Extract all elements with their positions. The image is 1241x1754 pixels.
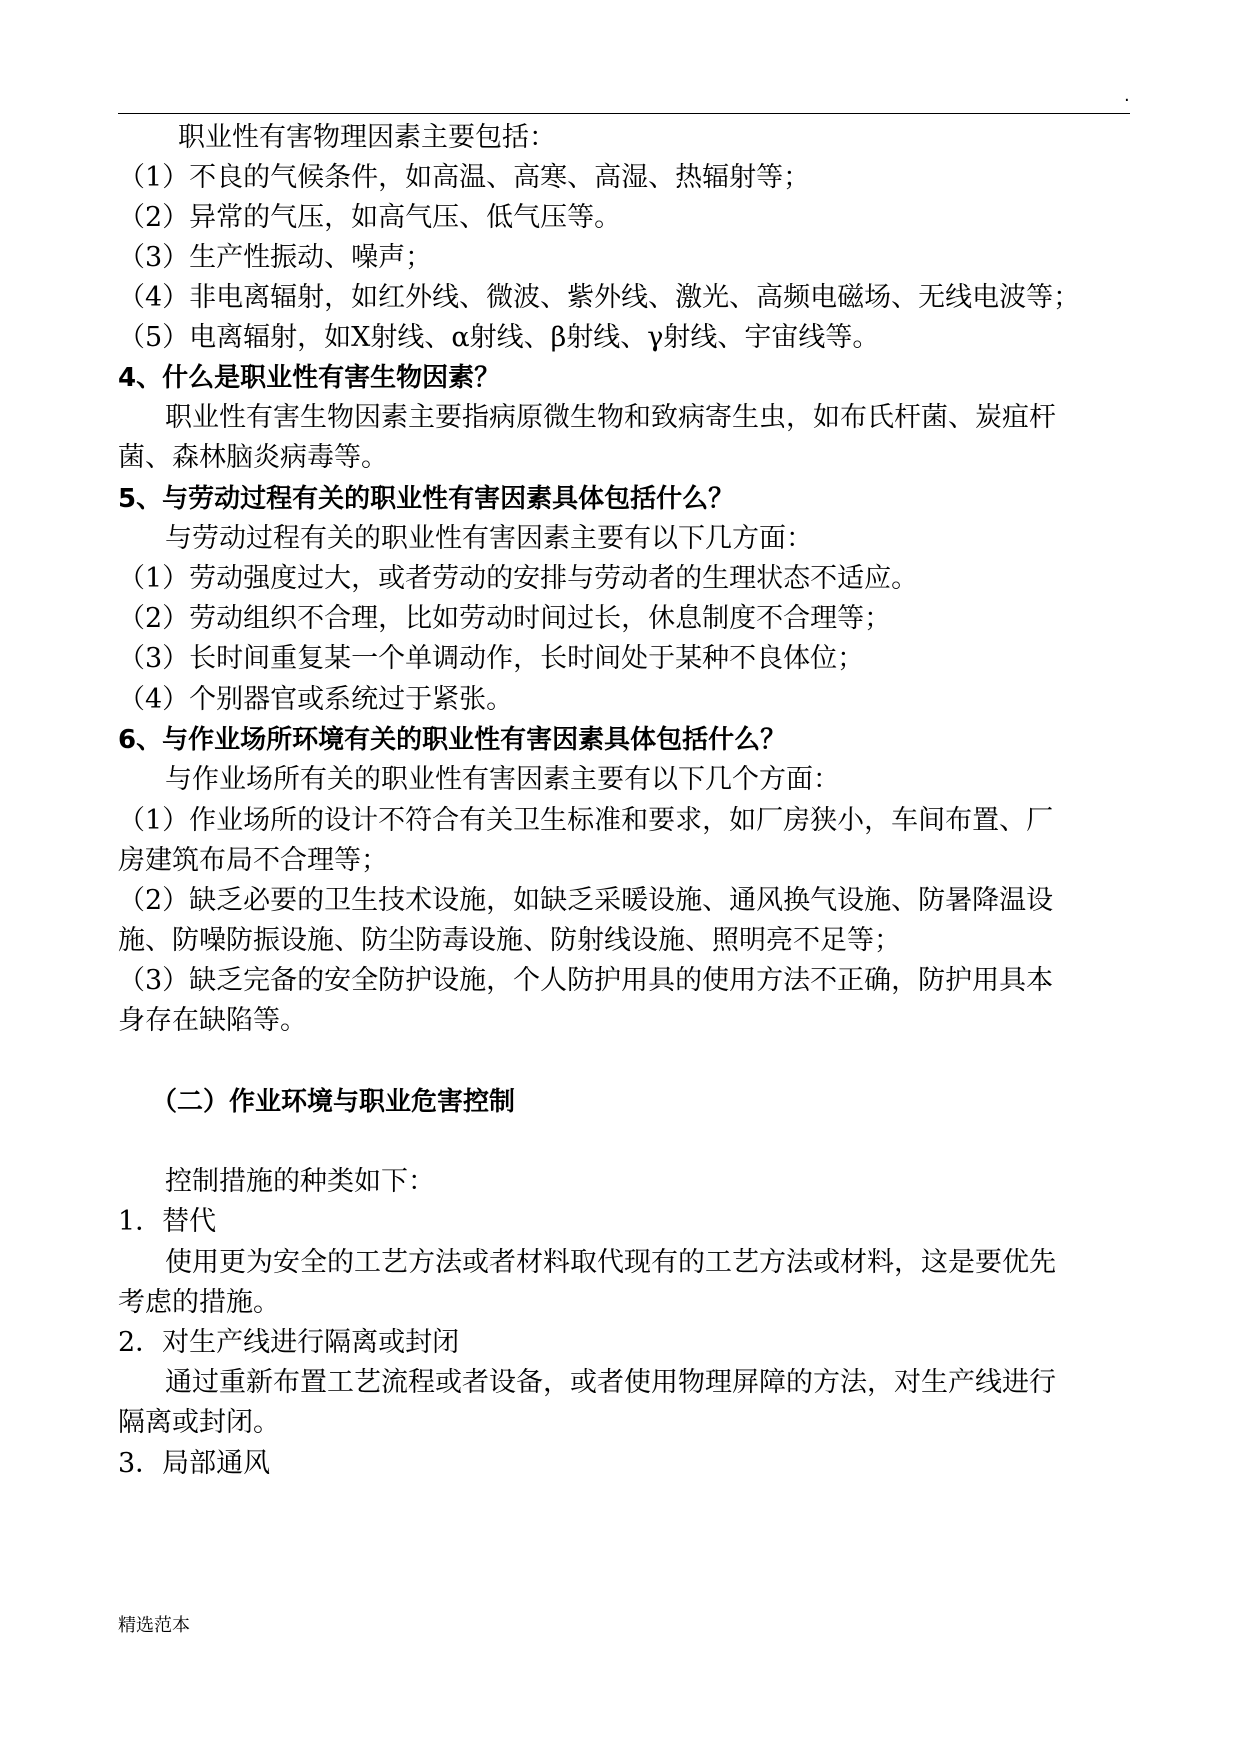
subheading: 2．对生产线进行隔离或封闭 — [118, 1327, 460, 1358]
paragraph-line: 与作业场所有关的职业性有害因素主要有以下几个方面： — [165, 764, 840, 795]
subheading: 1．替代 — [118, 1206, 217, 1237]
paragraph-intro-physical: 职业性有害物理因素主要包括： — [178, 122, 556, 153]
paragraph-line: 职业性有害生物因素主要指病原微生物和致病寄生虫，如布氏杆菌、炭疽杆 — [165, 402, 1056, 433]
section-heading: （二）作业环境与职业危害控制 — [151, 1087, 516, 1117]
question-heading-5: 5、与劳动过程有关的职业性有害因素具体包括什么？ — [118, 484, 735, 514]
list-item: （2）异常的气压，如高气压、低气压等。 — [118, 202, 622, 233]
question-heading-6: 6、与作业场所环境有关的职业性有害因素具体包括什么？ — [118, 725, 787, 755]
paragraph-line: 使用更为安全的工艺方法或者材料取代现有的工艺方法或材料，这是要优先 — [165, 1247, 1056, 1278]
subheading: 3．局部通风 — [118, 1448, 271, 1479]
list-item: （2）缺乏必要的卫生技术设施，如缺乏采暖设施、通风换气设施、防暑降温设 — [118, 885, 1054, 916]
paragraph-line: 菌、森林脑炎病毒等。 — [118, 442, 388, 473]
paragraph-line: 隔离或封闭。 — [118, 1407, 280, 1438]
header-mark: . — [1124, 85, 1130, 106]
list-item-continued: 施、防噪防振设施、防尘防毒设施、防射线设施、照明亮不足等； — [118, 925, 901, 956]
list-item: （3）缺乏完备的安全防护设施，个人防护用具的使用方法不正确，防护用具本 — [118, 965, 1054, 996]
list-item: （4）非电离辐射，如红外线、微波、紫外线、激光、高频电磁场、无线电波等； — [118, 282, 1081, 313]
list-item-continued: 房建筑布局不合理等； — [118, 845, 388, 876]
list-item: （1）不良的气候条件，如高温、高寒、高湿、热辐射等； — [118, 162, 811, 193]
paragraph-line: 与劳动过程有关的职业性有害因素主要有以下几方面： — [165, 523, 813, 554]
paragraph-line: 控制措施的种类如下： — [165, 1166, 435, 1197]
paragraph-line: 通过重新布置工艺流程或者设备，或者使用物理屏障的方法，对生产线进行 — [165, 1367, 1056, 1398]
list-item: （3）生产性振动、噪声； — [118, 242, 433, 273]
list-item: （3）长时间重复某一个单调动作，长时间处于某种不良体位； — [118, 643, 865, 674]
question-heading-4: 4、什么是职业性有害生物因素？ — [118, 363, 501, 393]
list-item: （5）电离辐射，如X射线、α射线、β射线、γ射线、宇宙线等。 — [118, 322, 880, 353]
list-item-continued: 身存在缺陷等。 — [118, 1005, 307, 1036]
list-item: （1）劳动强度过大，或者劳动的安排与劳动者的生理状态不适应。 — [118, 563, 919, 594]
paragraph-line: 考虑的措施。 — [118, 1287, 280, 1318]
list-item: （2）劳动组织不合理，比如劳动时间过长，休息制度不合理等； — [118, 603, 892, 634]
footer-text: 精选范本 — [118, 1615, 190, 1636]
list-item: （4）个别器官或系统过于紧张。 — [118, 684, 514, 715]
list-item: （1）作业场所的设计不符合有关卫生标准和要求，如厂房狭小，车间布置、厂 — [118, 805, 1054, 836]
